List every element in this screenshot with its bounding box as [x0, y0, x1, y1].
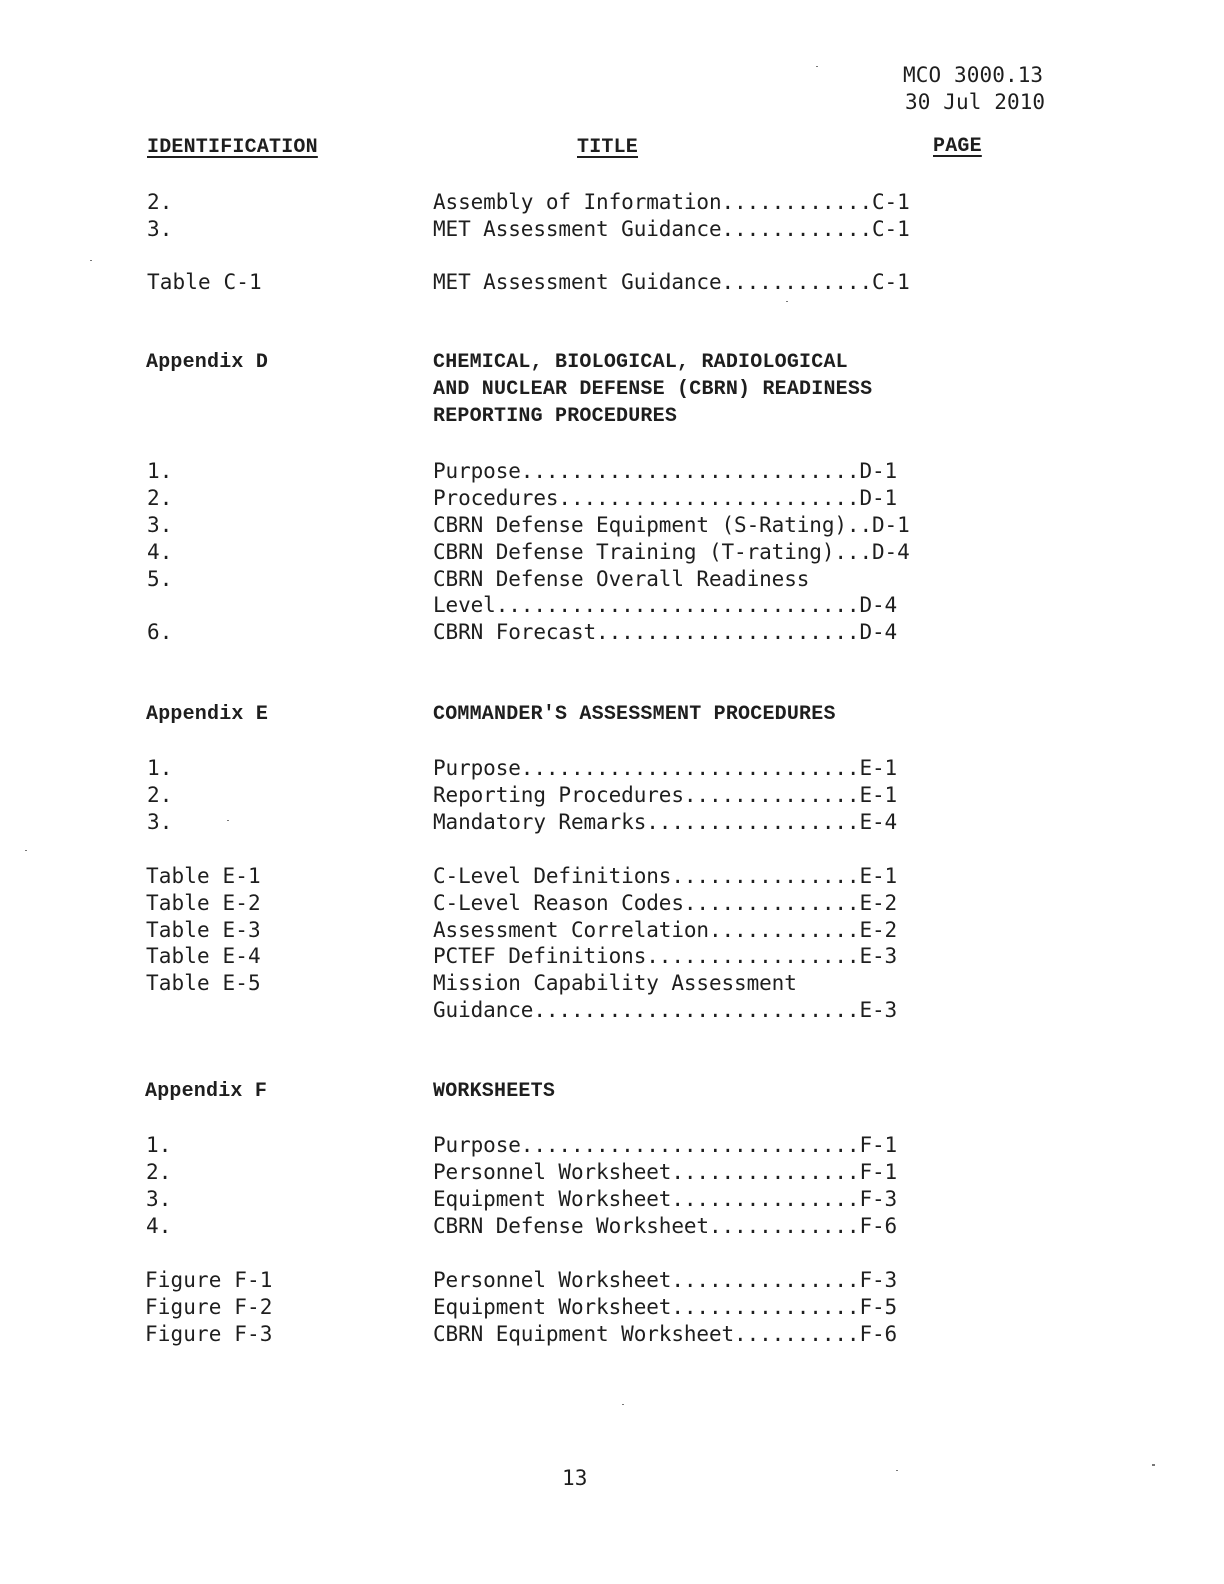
appendix-e-title: COMMANDER'S ASSESSMENT PROCEDURES — [433, 703, 836, 726]
toc-table-id: Table E-1 — [146, 864, 261, 888]
toc-item-entry: Purpose...........................E-1 — [433, 756, 898, 780]
toc-table-entry: C-Level Definitions...............E-1 — [433, 864, 898, 888]
toc-table-entry: PCTEF Definitions.................E-3 — [433, 944, 898, 968]
toc-item-entry: Assembly of Information............C-1 — [433, 190, 910, 214]
document-date: 30 Jul 2010 — [905, 90, 1046, 114]
toc-table-id: Table E-3 — [146, 918, 261, 942]
toc-item-entry: Reporting Procedures..............E-1 — [433, 783, 898, 807]
appendix-f-title: WORKSHEETS — [433, 1080, 556, 1103]
toc-item-entry: Procedures........................D-1 — [433, 486, 898, 510]
toc-item-id: 5. — [147, 567, 173, 591]
toc-table-entry-continuation: Guidance..........................E-3 — [433, 998, 898, 1022]
toc-table-entry: Assessment Correlation............E-2 — [433, 918, 898, 942]
toc-item-entry: MET Assessment Guidance............C-1 — [433, 217, 910, 241]
toc-figure-entry: CBRN Equipment Worksheet..........F-6 — [433, 1322, 898, 1346]
toc-item-id: 2. — [147, 486, 173, 510]
appendix-d-title-line: REPORTING PROCEDURES — [433, 405, 678, 428]
scan-speck — [25, 850, 27, 851]
toc-item-id: 1. — [147, 756, 173, 780]
column-header-page: PAGE — [933, 135, 982, 158]
toc-item-entry-continuation: Level.............................D-4 — [433, 593, 898, 617]
toc-table-id: Table E-5 — [146, 971, 261, 995]
scan-speck — [622, 1404, 624, 1405]
toc-table-entry: MET Assessment Guidance............C-1 — [433, 270, 910, 294]
column-header-identification: IDENTIFICATION — [147, 136, 318, 159]
toc-figure-entry: Equipment Worksheet...............F-5 — [433, 1295, 898, 1319]
toc-item-entry: Purpose...........................F-1 — [433, 1133, 898, 1157]
appendix-d-title-line: AND NUCLEAR DEFENSE (CBRN) READINESS — [433, 378, 873, 401]
column-header-title: TITLE — [577, 136, 639, 159]
toc-item-entry: Purpose...........................D-1 — [433, 459, 898, 483]
scan-speck — [90, 260, 92, 261]
toc-figure-entry: Personnel Worksheet...............F-3 — [433, 1268, 898, 1292]
toc-table-entry: Mission Capability Assessment — [433, 971, 797, 995]
toc-table-id: Table E-2 — [146, 891, 261, 915]
document-number: MCO 3000.13 — [903, 63, 1044, 87]
page-number: 13 — [562, 1466, 588, 1490]
toc-item-id: 3. — [146, 1187, 172, 1211]
appendix-e-label: Appendix E — [146, 703, 269, 726]
toc-item-entry: CBRN Defense Overall Readiness — [433, 567, 810, 591]
scan-speck — [227, 820, 229, 821]
toc-item-entry: CBRN Defense Training (T-rating)...D-4 — [433, 540, 910, 564]
toc-item-id: 1. — [146, 1133, 172, 1157]
toc-item-id: 4. — [147, 540, 173, 564]
scan-speck — [786, 301, 788, 302]
toc-figure-id: Figure F-1 — [145, 1268, 273, 1292]
toc-figure-id: Figure F-3 — [145, 1322, 273, 1346]
toc-item-entry: CBRN Forecast.....................D-4 — [433, 620, 898, 644]
toc-item-entry: Personnel Worksheet...............F-1 — [433, 1160, 898, 1184]
toc-item-id: 3. — [147, 513, 173, 537]
toc-table-entry: C-Level Reason Codes..............E-2 — [433, 891, 898, 915]
toc-item-id: 2. — [146, 1160, 172, 1184]
toc-table-id: Table C-1 — [147, 270, 262, 294]
toc-table-id: Table E-4 — [146, 944, 261, 968]
scan-speck — [896, 1470, 898, 1471]
scan-speck — [816, 66, 818, 67]
toc-item-id: 4. — [146, 1214, 172, 1238]
appendix-d-label: Appendix D — [146, 351, 269, 374]
appendix-d-title-line: CHEMICAL, BIOLOGICAL, RADIOLOGICAL — [433, 351, 848, 374]
toc-item-id: 3. — [147, 810, 173, 834]
toc-item-id: 2. — [147, 783, 173, 807]
toc-item-id: 6. — [147, 620, 173, 644]
toc-item-entry: CBRN Defense Equipment (S-Rating)..D-1 — [433, 513, 910, 537]
toc-item-entry: Mandatory Remarks.................E-4 — [433, 810, 898, 834]
toc-figure-id: Figure F-2 — [145, 1295, 273, 1319]
toc-item-entry: Equipment Worksheet...............F-3 — [433, 1187, 898, 1211]
toc-item-id: 1. — [147, 459, 173, 483]
toc-item-id: 2. — [147, 190, 173, 214]
toc-item-entry: CBRN Defense Worksheet............F-6 — [433, 1214, 898, 1238]
toc-item-id: 3. — [147, 217, 173, 241]
appendix-f-label: Appendix F — [145, 1080, 268, 1103]
scan-speck — [1152, 1464, 1155, 1466]
